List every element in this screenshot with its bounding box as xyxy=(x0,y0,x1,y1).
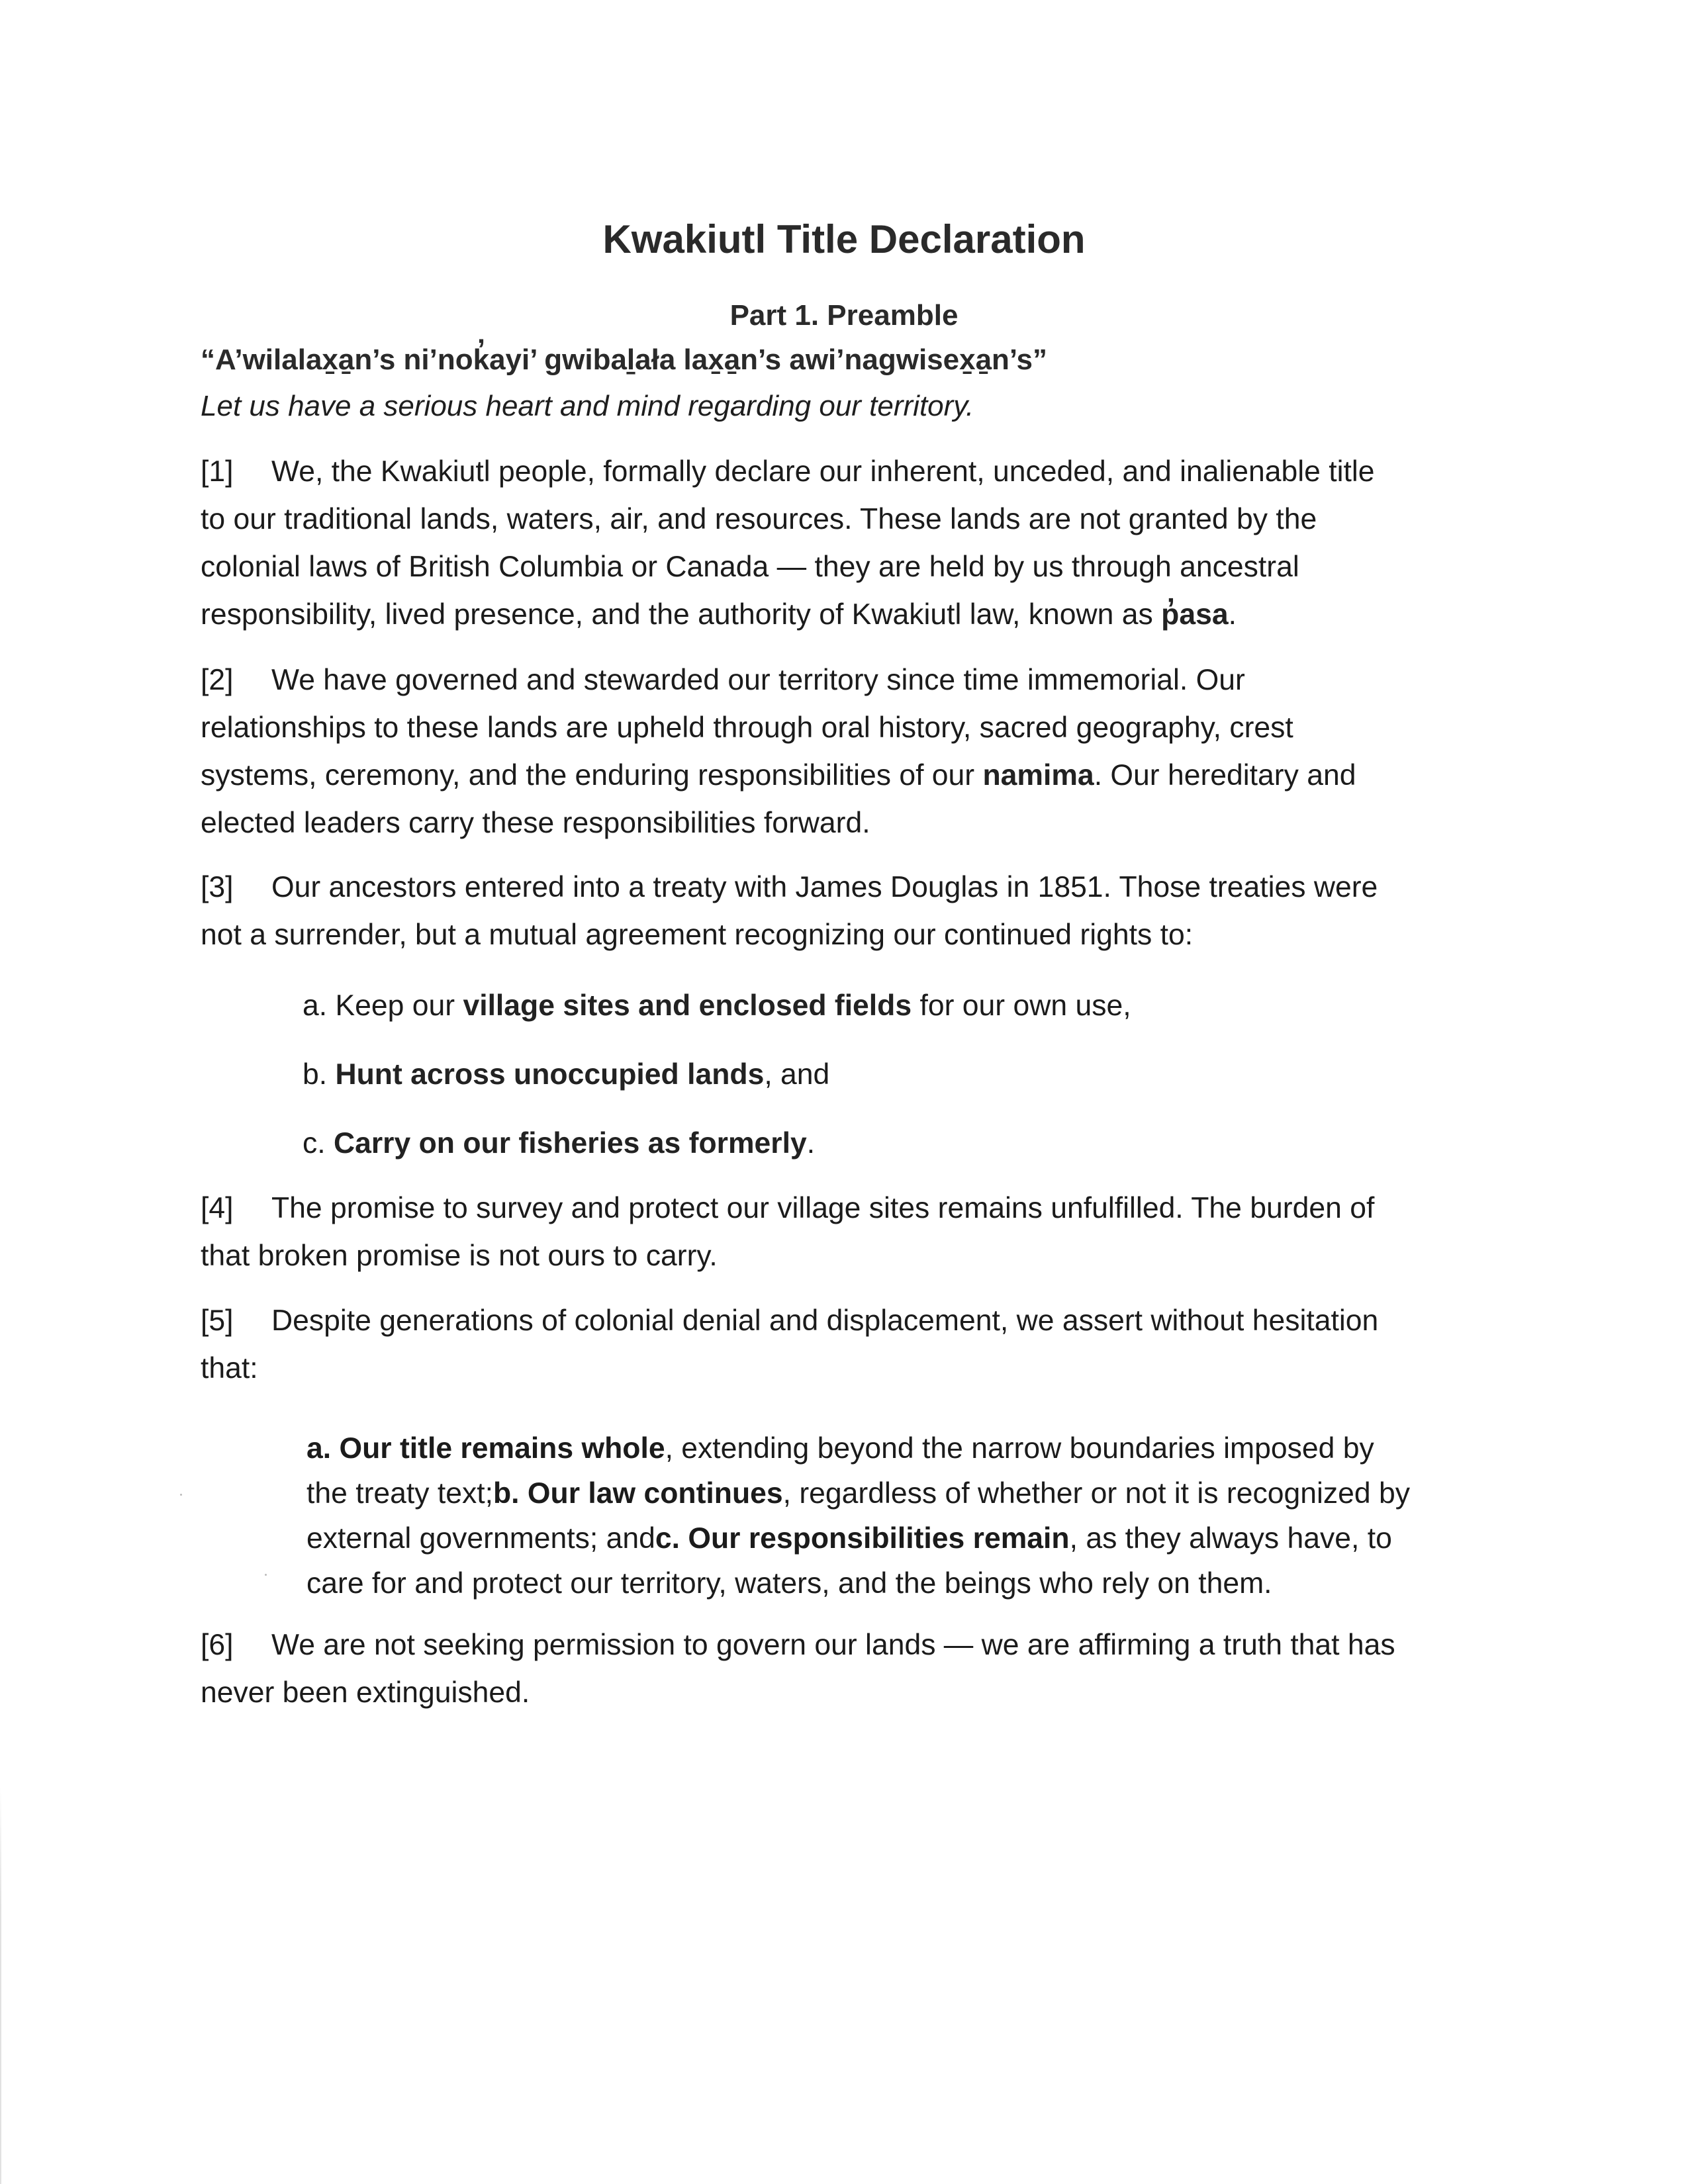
treaty-right-item-a: a. Keep our village sites and enclosed fields for our own use, xyxy=(303,989,1131,1022)
paragraph-line: colonial laws of British Columbia or Canada — they are held by us through ancestral xyxy=(201,551,1299,583)
paragraph-number: [4] xyxy=(201,1192,234,1224)
scan-speck xyxy=(265,1574,267,1576)
assertions-block: a. Our title remains whole, extending beyond the narrow boundaries imposed by the treaty text;b. Our law continues, regardless of whether or not it is recognized by external governments; andc. Our responsibilities remain, as they always have, to care for and protect our territory, waters, and the beings who rely on them. xyxy=(306,1426,1491,1606)
paragraph-2 xyxy=(201,657,1481,847)
paragraph-line: We have governed and stewarded our territory since time immemorial. Our xyxy=(271,664,1245,696)
paragraph-line: that broken promise is not ours to carry. xyxy=(201,1240,718,1272)
paragraph-line: care for and protect our territory, waters, and the beings who rely on them. xyxy=(306,1567,1272,1600)
term-namima: namima xyxy=(982,759,1094,792)
assertion-c: c. Our responsibilities remain xyxy=(655,1522,1070,1555)
paragraph-number: [2] xyxy=(201,664,234,696)
paragraph-3 xyxy=(201,864,1481,959)
paragraph-line: never been extinguished. xyxy=(201,1676,530,1709)
motto-translation: Let us have a serious heart and mind regarding our territory. xyxy=(201,390,974,422)
treaty-right-item-b: b. Hunt across unoccupied lands, and xyxy=(303,1058,830,1091)
assertion-a: a. Our title remains whole xyxy=(306,1432,665,1465)
part-heading: Part 1. Preamble xyxy=(729,298,959,332)
paragraph-4 xyxy=(201,1185,1481,1280)
paragraph-5 xyxy=(201,1297,1481,1392)
paragraph-line: elected leaders carry these responsibilities forward. xyxy=(201,807,870,839)
paragraph-line: Despite generations of colonial denial and displacement, we assert without hesitation xyxy=(271,1304,1379,1337)
paragraph-line: relationships to these lands are upheld through oral history, sacred geography, crest xyxy=(201,711,1293,744)
paragraph-line: responsibility, lived presence, and the authority of Kwakiutl law, known as p̓asa. xyxy=(201,598,1237,631)
treaty-right-item-c: c. Carry on our fisheries as formerly. xyxy=(303,1127,816,1160)
assertion-b: b. Our law continues xyxy=(492,1477,783,1510)
document-title: Kwakiutl Title Declaration xyxy=(602,217,1086,262)
paragraph-number: [5] xyxy=(201,1304,234,1337)
paragraph-line: that: xyxy=(201,1352,258,1385)
paragraph-line: We are not seeking permission to govern our lands — we are affirming a truth that has xyxy=(271,1629,1395,1661)
paragraph-line: Our ancestors entered into a treaty with James Douglas in 1851. Those treaties were xyxy=(271,871,1378,903)
paragraph-line: to our traditional lands, waters, air, and resources. These lands are not granted by the xyxy=(201,503,1317,535)
paragraph-number: [3] xyxy=(201,871,234,903)
paragraph-line: We, the Kwakiutl people, formally declare our inherent, unceded, and inalienable title xyxy=(271,455,1375,488)
paragraph-number: [6] xyxy=(201,1629,234,1661)
paragraph-1 xyxy=(201,448,1481,639)
paragraph-number: [1] xyxy=(201,455,234,488)
paragraph-line: systems, ceremony, and the enduring responsibilities of our namima. Our hereditary and xyxy=(201,759,1356,792)
kwakwala-motto: “A’wilalax̱a̱n’s ni’nok̓ayi’ gwibaḻała lax̱a̱n’s awi’nagwisex̱a̱n’s” xyxy=(201,343,1047,376)
scanner-edge-mark xyxy=(0,1787,1,2184)
scan-speck xyxy=(180,1494,182,1496)
paragraph-line: The promise to survey and protect our village sites remains unfulfilled. The burden of xyxy=(271,1192,1375,1224)
paragraph-line: not a surrender, but a mutual agreement recognizing our continued rights to: xyxy=(201,919,1194,951)
paragraph-6 xyxy=(201,1621,1481,1717)
term-pasa: p̓asa xyxy=(1161,598,1229,631)
